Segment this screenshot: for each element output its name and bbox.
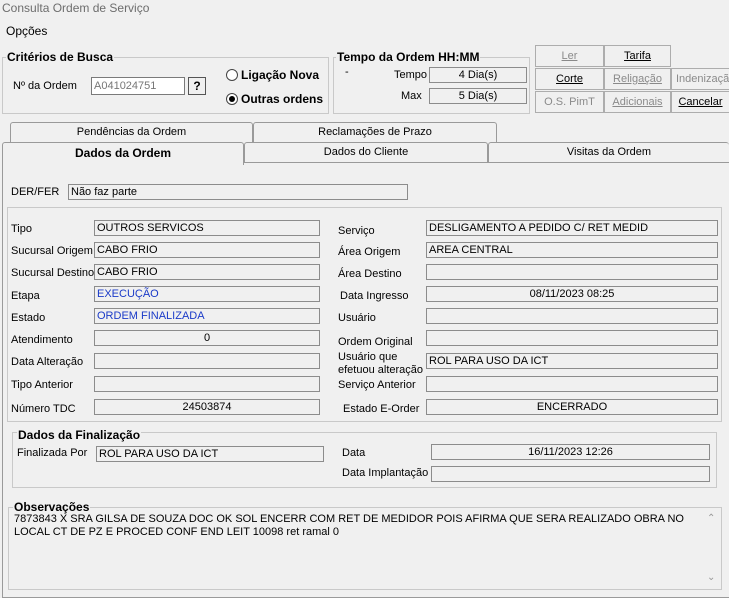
cancelar-label: Cancelar [678,96,723,108]
sucursal-destino-label: Sucursal Destino [11,267,95,279]
adicionais-button[interactable] [604,91,671,113]
der-label: DER/FER [11,186,60,198]
usuario-value [426,308,718,324]
ler-button[interactable] [535,45,604,67]
area-origem-value: AREA CENTRAL [426,242,718,258]
tipo-value: OUTROS SERVICOS [94,220,320,236]
indenizacao-label: Indenizaçã [676,73,729,85]
etapa-label: Etapa [11,290,40,302]
servico-anterior-label: Serviço Anterior [338,379,416,391]
max-value: 5 Dia(s) [429,88,527,104]
numero-tdc-label: Número TDC [11,403,76,415]
finalizada-label: Finalizada Por [17,447,88,459]
estado-eorder-value: ENCERRADO [426,399,718,415]
indenizacao-button[interactable] [671,68,729,90]
radio-ligacao-nova[interactable] [226,69,238,81]
os-pimt-button[interactable] [535,91,604,113]
tab-dados-cliente[interactable]: Dados do Cliente [244,142,488,162]
numero-tdc-value: 24503874 [94,399,320,415]
estado-value: ORDEM FINALIZADA [94,308,320,324]
usuario-alteracao-value: ROL PARA USO DA ICT [426,353,718,369]
ordem-original-label: Ordem Original [338,336,413,348]
observacoes-scrollbar[interactable] [703,513,719,583]
religacao-label: Religação [613,73,662,85]
observacoes-legend: Observações [14,500,90,514]
tipo-anterior-value [94,376,320,392]
data-ingresso-value: 08/11/2023 08:25 [426,286,718,302]
corte-button[interactable] [535,68,604,90]
max-label: Max [401,90,422,102]
area-origem-label: Área Origem [338,246,401,258]
sucursal-origem-value: CABO FRIO [94,242,320,258]
ordem-original-value [426,330,718,346]
implantacao-label: Data Implantação [342,467,429,479]
finalizacao-legend: Dados da Finalização [18,428,141,442]
window-title: Consulta Ordem de Serviço [2,1,150,15]
data-final-label: Data [342,447,366,459]
radio-outras-label: Outras ordens [241,92,324,106]
usuario-alteracao-label-2: efetuou alteração [338,364,424,376]
data-ingresso-label: Data Ingresso [340,290,409,302]
ordem-label: Nº da Ordem [13,80,77,92]
os-pimt-label: O.S. PimT [544,96,595,108]
tarifa-button[interactable] [604,45,671,67]
help-button[interactable]: ? [188,77,206,95]
etapa-value: EXECUÇÃO [94,286,320,302]
area-destino-value [426,264,718,280]
tempo-label: Tempo [394,69,428,81]
tipo-anterior-label: Tipo Anterior [11,379,73,391]
estado-label: Estado [11,312,46,324]
estado-eorder-label: Estado E-Order [343,403,420,415]
area-destino-label: Área Destino [338,268,402,280]
busca-legend: Critérios de Busca [7,50,114,64]
tempo-legend: Tempo da Ordem HH:MM [337,50,480,64]
tab-visitas[interactable]: Visitas da Ordem [488,142,729,162]
tempo-group [333,57,530,114]
tab-reclamacoes[interactable]: Reclamações de Prazo [253,122,497,142]
radio-ligacao-label: Ligação Nova [241,68,320,82]
servico-anterior-value [426,376,718,392]
data-alteracao-label: Data Alteração [11,356,84,368]
radio-outras-ordens[interactable] [226,93,238,105]
atendimento-value: 0 [94,330,320,346]
sucursal-destino-value: CABO FRIO [94,264,320,280]
data-final-value: 16/11/2023 12:26 [431,444,710,460]
observacoes-text[interactable]: 7873843 X SRA GILSA DE SOUZA DOC OK SOL ENCERR COM RET DE MEDIDOR POIS AFIRMA QUE SERA REALIZADO OBRA NO LOCAL CT DE PZ E PROCED CONF END LEIT 10098 ret ramal 0 [14,513,684,538]
tempo-dash: - [345,66,349,78]
sucursal-origem-label: Sucursal Origem [11,245,93,257]
atendimento-label: Atendimento [11,334,73,346]
ordem-input[interactable]: A041024751 [91,77,185,95]
servico-label: Serviço [338,225,375,237]
implantacao-value [431,466,710,482]
scroll-up-icon[interactable]: ⌃ [707,513,716,524]
tipo-label: Tipo [11,223,32,235]
finalizada-value: ROL PARA USO DA ICT [96,446,324,462]
der-value: Não faz parte [68,184,408,200]
usuario-alteracao-label-1: Usuário que [338,351,398,363]
data-alteracao-value [94,353,320,369]
corte-label: Corte [556,73,583,85]
tarifa-label: Tarifa [624,50,651,62]
menu-opcoes[interactable]: Opções [6,24,48,38]
tempo-value: 4 Dia(s) [429,67,527,83]
ler-label: Ler [561,50,578,62]
servico-value: DESLIGAMENTO A PEDIDO C/ RET MEDID [426,220,718,236]
religacao-button[interactable] [604,68,671,90]
scroll-down-icon[interactable]: ⌄ [707,572,716,583]
cancelar-button[interactable] [671,91,729,113]
tab-pendencias[interactable]: Pendências da Ordem [10,122,253,142]
adicionais-label: Adicionais [612,96,663,108]
usuario-label: Usuário [338,312,376,324]
tab-dados-ordem[interactable]: Dados da Ordem [2,142,244,165]
